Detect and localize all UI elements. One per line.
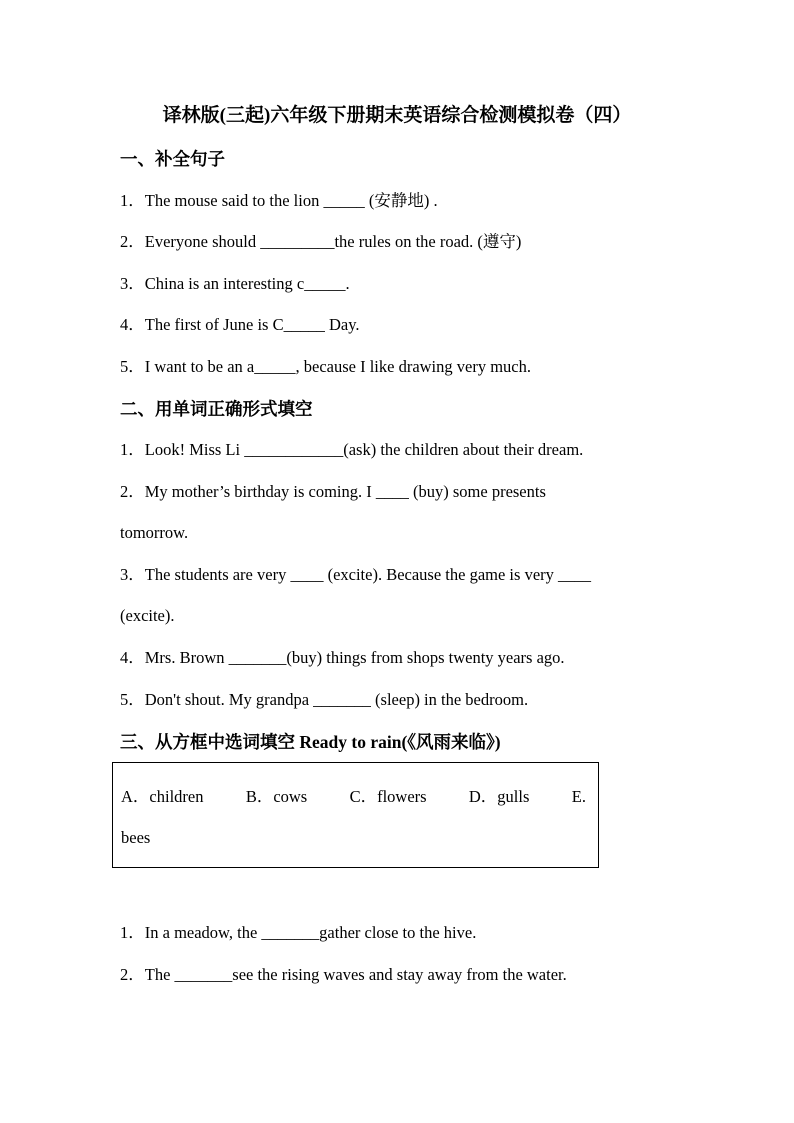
section-2-item-2: 2．My mother’s birthday is coming. I ____ (buy) some presents [120,482,546,501]
section-1-item-4: 4．The first of June is C_____ Day. [120,315,360,334]
word-option-c: C．flowers [349,787,427,806]
section-1-item-1: 1．The mouse said to the lion _____ (安静地) . [120,191,438,210]
section-1-heading: 一、补全句子 [120,149,225,169]
section-2-item-1: 1．Look! Miss Li ____________(ask) the children about their dream. [120,440,584,459]
section-2-heading: 二、用单词正确形式填空 [120,399,313,419]
word-option-b: B．cows [245,787,308,806]
section-2-item-4: 4．Mrs. Brown _______(buy) things from shops twenty years ago. [120,648,565,667]
section-3-item-2: 2．The _______see the rising waves and stay away from the water. [120,965,567,984]
section-1-item-3: 3．China is an interesting c_____. [120,274,350,293]
word-option-e-wrap: bees [121,828,151,847]
section-2-item-3-cont: (excite). [120,606,175,625]
section-3-item-1: 1．In a meadow, the _______gather close to the hive. [120,923,477,942]
section-2-item-2-cont: tomorrow. [120,523,189,542]
page-title: 译林版(三起)六年级下册期末英语综合检测模拟卷（四） [162,105,632,126]
section-1-item-5: 5．I want to be an a_____, because I like drawing very much. [120,357,531,376]
section-2-item-5: 5．Don't shout. My grandpa _______ (sleep) in the bedroom. [120,690,529,709]
word-option-a: A．children [121,787,204,806]
section-3-heading: 三、从方框中选词填空 Ready to rain(《风雨来临》) [120,732,501,752]
section-2-item-3: 3．The students are very ____ (excite). Because the game is very ____ [120,565,592,584]
word-option-e: E. [571,787,586,806]
word-option-d: D．gulls [468,787,530,806]
word-bank-options [121,785,586,809]
section-1-item-2: 2．Everyone should _________the rules on the road. (遵守) [120,232,522,251]
word-bank-box [112,762,599,868]
